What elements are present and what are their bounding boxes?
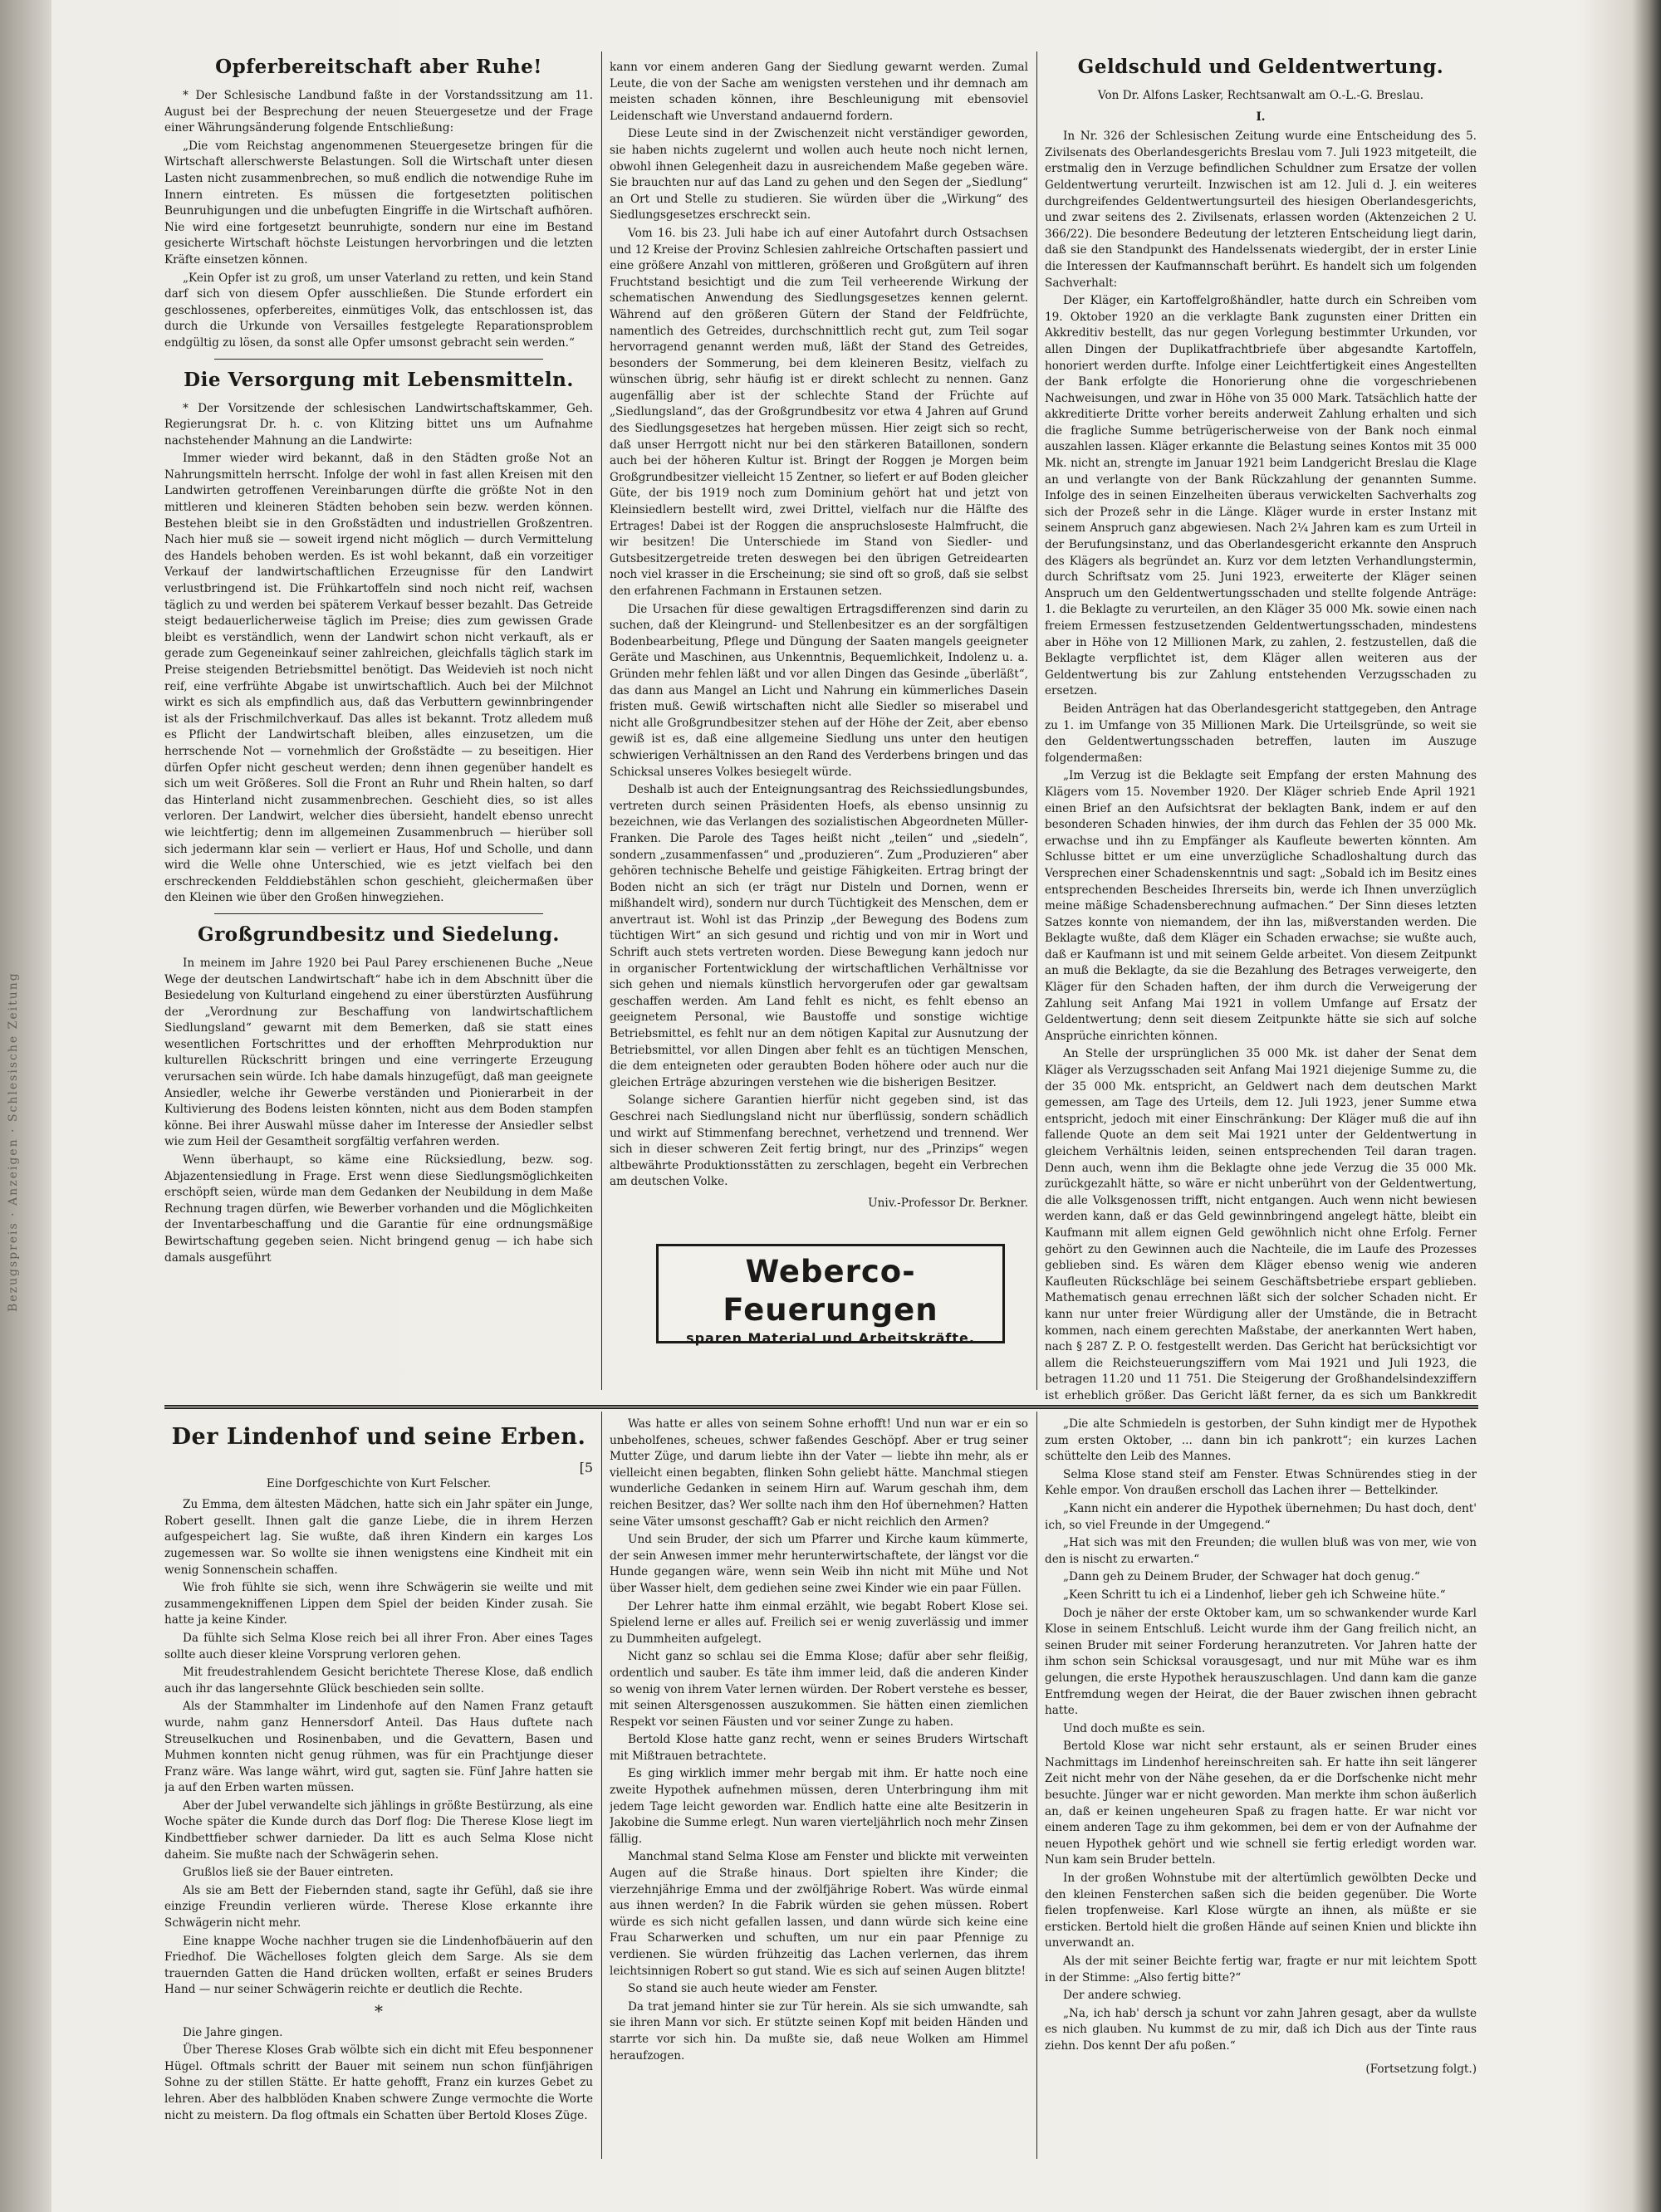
paragraph: „Kann nicht ein anderer die Hypothek übernehmen; Du hast doch, dent' ich, so viel Freunde in der Umgegend.“ bbox=[1045, 1501, 1477, 1532]
column-rule bbox=[1036, 1412, 1037, 2159]
paragraph: Der Kläger, ein Kartoffelgroßhändler, hatte durch ein Schreiben vom 19. Oktober 1920 an die verklagte Bank zugunsten einer Dritten ein Akkreditiv bestellt, das nur gegen Vorlegung bestimmter Urkunden, vor allen Dingen der Duplikatfrachtbriefe über abgesandte Kartoffeln, honoriert werden durfte. Infolge einer Leichtfertigkeit eines Angestellten der Bank erfolgte die Honorierung ohne die vorgeschriebenen Nachweisungen, und zwar in Höhe von 35 000 Mark. Tatsächlich hatte der akkreditierte Dritte vorher bereits anderweit Zahlung erhalten und sich die fragliche Summe betrügerischerweise von der Bank noch einmal auszahlen lassen. Kläger erkannte die Belastung seines Kontos mit 35 000 Mk. nicht an, strengte im Januar 1921 beim Landgericht Breslau die Klage an und verlangte von der Bank Rückzahlung der genannten Summe. Infolge des in seinen Einzelheiten überaus verwickelten Sachverhalts zog sich der Prozeß sehr in die Länge. Kläger wurde in erster Instanz mit seinem Anspruch ganz abgewiesen. Nach 2¼ Jahren kam es zum Urteil in der Berufungsinstanz, und das Oberlandesgericht erkannte den Anspruch des Klägers als begründet an. Kurz vor dem letzten Verhandlungstermin, durch Schriftsatz vom 25. Juni 1923, erweiterte der Kläger seinen Anspruch um den Geldentwertungsschaden und stellte folgende Anträge: 1. die Beklagte zu verurteilen, an den Kläger 35 000 Mk. sowie einen nach freiem Ermessen festzusetzenden Geldentwertungsschaden, mindestens aber in Höhe von 12 Millionen Mark, zu zahlen, 2. festzustellen, daß die Beklagte verpflichtet ist, dem Kläger allen weiteren aus der Geldentwertung bis zur Zahlung entstehenden Verzugsschaden zu ersetzen. bbox=[1045, 294, 1477, 698]
novel-column-2 bbox=[610, 1417, 1028, 2164]
paragraph: Eine knappe Woche nachher trugen sie die Lindenhofbäuerin auf den Friedhof. Die Wächelloses folgten gleich dem Sarge. Als sie dem trauernden Gatten die Hand drücken wollten, erfaßt er seines Bruders Hand — nur seiner Schwägerin reichte er deutlich die Rechte. bbox=[164, 1934, 593, 1997]
paragraph: „Kein Opfer ist zu groß, um unser Vaterland zu retten, und kein Stand darf sich von diesem Opfer ausschließen. Die Stunde erfordert ein geschlossenes, opferbereites, einmütiges Volk, das entschlossen ist, das durch die Urkunde von Versailles festgelegte Reparationsproblem endgültig zu lösen, da sonst alle Opfer umsonst gebracht sein werden.“ bbox=[164, 271, 593, 350]
paragraph: * Der Schlesische Landbund faßte in der Vorstandssitzung am 11. August bei der Besprechung der neuen Steuergesetze und der Frage einer Währungsänderung folgende Entschließung: bbox=[164, 89, 593, 135]
feuilleton-rule bbox=[164, 1405, 1478, 1409]
paragraph: Solange sichere Garantien hierfür nicht gegeben sind, ist das Geschrei nach Siedlungsland nicht nur überflüssig, sondern schädlich und wirkt auf Stimmenfang berechnet, verhetzend und trennend. Wer sich in dieser schweren Zeit fertig bringt, nur des „Prinzips“ wegen altbewährte Produktionsstätten zu zerschlagen, begeht ein Verbrechen am deutschen Volke. bbox=[610, 1094, 1028, 1189]
paragraph: Was hatte er alles von seinem Sohne erhofft! Und nun war er ein so unbeholfenes, scheues, schwer faßendes Geschöpf. Aber er trug seiner Mutter Züge, und darum liebte ihn der Vater — liebte ihn mehr, als er vielleicht einen begabten, flinken Sohn geliebt hätte. Manchmal stiegen wunderliche Gedanken in seinem Hirn auf. Warum geschah ihm, dem reichen Besitzer, das? Wer sollte nach ihm den Hof übernehmen? Hatten seine Väter umsonst geschafft? Gab er nicht reichlich den Armen? bbox=[610, 1417, 1028, 1529]
paragraph: Als der Stammhalter im Lindenhofe auf den Namen Franz getauft wurde, nahm ganz Hennersdorf Anteil. Das Haus duftete nach Streuselkuchen und Rosinenbaben, und die Gevattern, Basen und Muhmen konnten nicht genug rühmen, was für ein Prachtjunge dieser Franz wäre. Was lange währt, wird gut, sagten sie. Fünf Jahre hatten sie ja auf den Erben warten müssen. bbox=[164, 1700, 593, 1795]
paragraph: In der großen Wohnstube mit der altertümlich gewölbten Decke und den kleinen Fensterchen saßen sich die beiden gegenüber. Die Worte fielen tropfenweise. Karl Klose würgte an ihnen, als müßte er sie ersticken. Bertold hielt die großen Hände auf seinen Knien und blickte ihn unverwandt an. bbox=[1045, 1872, 1477, 1950]
column-rule bbox=[601, 1412, 602, 2159]
paragraph: Aber der Jubel verwandelte sich jählings in größte Bestürzung, als eine Woche später die Kunde durch das Dorf flog: Die Therese Klose liegt im Kindbettfieber schwer darnieder. Da litt es auch Selma Klose nicht daheim. Sie mußte nach der Schwägerin sehen. bbox=[164, 1798, 593, 1862]
paragraph: Immer wieder wird bekannt, daß in den Städten große Not an Nahrungsmitteln herrscht. Infolge der wohl in fast allen Kreisen mit den Landwirten getroffenen Vereinbarungen dürfte die größte Not in den mittleren und kleineren Städten behoben sein bezw. werden können. Bestehen bleibt sie in den Großstädten und industriellen Großzentren. Nach hier muß sie — soweit irgend nicht möglich — durch Vermittelung des Handels behoben werden. Es ist wohl bekannt, daß ein vorzeitiger Verkauf der landwirtschaftlichen Erzeugnisse für den Landwirt verlustbringend ist. Die Frühkartoffeln sind noch nicht reif, wachsen täglich zu und werden bei späterem Verkauf besser bezahlt. Das Getreide steigt bedauerlicherweise täglich im Preise; dies zum gewissen Grade bleibt es verständlich, wenn der Landwirt schon nicht verkauft, als er gerade zum Gegeneinkauf seiner zahlreichen, gleichfalls täglich stark im Preise steigenden Betriebsmittel benötigt. Das Weidevieh ist noch nicht reif, eine verfrühte Abgabe ist unwirtschaftlich. Auch bei der Milchnot wirkt es sich als empfindlich aus, daß das Verbuttern gewinnbringender ist als der Frischmilchverkauf. Das alles ist bekannt. Trotz alledem muß es Pflicht der Landwirtschaft bleiben, alles einzusetzen, um die herrschende Not — vornehmlich der Großstädte — zu beseitigen. Hier dürfen Opfer nicht gescheut werden; denn ihnen gegenüber handelt es sich um weit Größeres. Soll die Front an Ruhr und Rhein halten, so darf das Hinterland nicht zusammenbrechen. Geschieht dies, so ist alles verloren. Der Landwirt, welcher dies übersieht, handelt ebenso unrecht wie leichtfertig; denn im allgemeinen Zusammenbruch — hierüber soll sich jedermann klar sein — verliert er Haus, Hof und Scholle, und dann wird die Welle ohne Unterschied, wie es jetzt vielfach bei den erschreckenden Felddiebstählen schon geschieht, gleichermaßen über den Kleinen wie über den Großen hinwegziehen. bbox=[164, 452, 593, 905]
paragraph: Vom 16. bis 23. Juli habe ich auf einer Autofahrt durch Ostsachsen und 12 Kreise der Provinz Schlesien zahlreiche Ortschaften passiert und eine größere Anzahl von mittleren, größeren und Großgütern auf ihren Fruchtstand besichtigt und die zum Teil verheerende Wirkung der schematischen Anwendung des Siedlungsgesetzes kennen gelernt. Während auf den größeren Gütern der Stand der Feldfrüchte, namentlich des Getreides, durchschnittlich recht gut, zum Teil sogar hervorragend genannt werden muß, läßt der Stand des Getreides, besonders der Sommerung, bei dem kleineren Besitz, vielfach zu wünschen übrig, sehr häufig ist er direkt schlecht zu nennen. Ganz augenfällig aber ist der schlechte Stand der Früchte auf „Siedlungsland“, das der Großgrundbesitz vor etwa 4 Jahren auf Grund des Siedlungsgesetzes hat hergeben müssen. Hier zeigt sich so recht, daß unser Herrgott nicht nur bei den stärkeren Bataillonen, sondern auch bei der höheren Kultur ist. Bringt der Roggen je Morgen beim Großgrundbesitzer vielleicht 15 Zentner, so liefert er auf Boden gleicher Güte, der bis 1919 noch zum Dominium gehört hat und jetzt von Kleinsiedlern bestellt wird, zwei Drittel, vielfach nur die Hälfte des Ertrages! Dabei ist der Roggen die anspruchsloseste Halmfrucht, die wir besitzen! Die Unterschiede im Stand von Siedler- und Gutsbesitzergetreide treten deswegen bei den übrigen Getreidearten noch viel krasser in die Erscheinung; sie sind oft so groß, daß sie selbst den erfahrenen Fachmann in Erstaunen setzen. bbox=[610, 226, 1028, 598]
novel-subtitle: Eine Dorfgeschichte von Kurt Felscher. bbox=[266, 1476, 492, 1490]
paragraph: Beiden Anträgen hat das Oberlandesgericht stattgegeben, den Antrage zu 1. im Umfange von 35 Millionen Mark. Die Urteilsgründe, so weit sie den Geldentwertungsschaden betreffen, lauten im Auszuge folgendermaßen: bbox=[1045, 702, 1477, 765]
paragraph: In Nr. 326 der Schlesischen Zeitung wurde eine Entscheidung des 5. Zivilsenats des Oberlandesgerichts Breslau vom 7. Juli 1923 mitgeteilt, die erstmalig den in Verzuge befindlichen Schuldner zum Ersatze der vollen Geldentwertung verurteilt. Inzwischen ist am 12. Juli d. J. ein weiteres durchgreifendes Geldentwertungsurteil des hiesigen Oberlandesgerichts, und zwar seitens des 2. Zivilsenats, erlassen worden (Aktenzeichen 2 U. 366/22). Die besondere Bedeutung der letzteren Entscheidung liegt darin, daß sie den Standpunkt des Handelssenats wiedergibt, der in erster Linie die Interessen der Kaufmannschaft berührt. Es handelt sich um folgenden Sachverhalt: bbox=[1045, 130, 1477, 290]
paragraph: Mit freudestrahlendem Gesicht berichtete Therese Klose, daß endlich auch ihr das langersehnte Glück beschieden sein sollte. bbox=[164, 1666, 593, 1696]
paragraph: „Hat sich was mit den Freunden; die wullen bluß was von mer, wie von den is nischt zu erwarten.“ bbox=[1045, 1536, 1477, 1566]
paragraph: Es ging wirklich immer mehr bergab mit ihm. Er hatte noch eine zweite Hypothek aufnehmen müssen, deren Unterbringung ihm mit jedem Tage leicht geworden war. Endlich hatte eine alte Besitzerin in Jakobine die Summe erlegt. Nun waren vierteljährlich noch mehr Zinsen fällig. bbox=[610, 1767, 1028, 1846]
to-be-continued: (Fortsetzung folgt.) bbox=[1365, 2062, 1477, 2076]
paragraph: Zu Emma, dem ältesten Mädchen, hatte sich ein Jahr später ein Junge, Robert gesellt. Ihnen galt die ganze Liebe, die in ihrem Herzen aufgespeichert lag. Sie wußte, daß ihren Kindern ein karges Los zugemessen war. So wollte sie ihnen wenigstens eine Kindheit mit ein wenig Sonnenschein schaffen. bbox=[164, 1498, 593, 1577]
author-signature: Univ.-Professor Dr. Berkner. bbox=[868, 1196, 1028, 1210]
paragraph: „Die vom Reichstag angenommenen Steuergesetze bringen für die Wirtschaft allerschwerste Belastungen. Soll die Wirtschaft unter diesen Lasten nicht zusammenbrechen, so muß endlich die notwendige Ruhe im Innern eintreten. Es müssen die fortgesetzten politischen Beunruhigungen und die unbefugten Eingriffe in die Wirtschaft aufhören. Nie wird eine fortgesetzt beunruhigte, sondern nur eine im Bestand gesicherte Wirtschaft höchste Leistungen hervorbringen und die letzten Kräfte einsetzen können. bbox=[164, 139, 593, 267]
column-3 bbox=[1045, 48, 1477, 1402]
paragraph: Die Ursachen für diese gewaltigen Ertragsdifferenzen sind darin zu suchen, daß der Kleingrund- und Stellenbesitzer es an der sorgfältigen Bodenbearbeitung, Pflege und Düngung der Saaten mangels geeigneter Geräte und Maschinen, aus Unkenntnis, Bequemlichkeit, Indolenz u. a. Gründen mehr fehlen läßt und vor allen Dingen das Gesinde „überläßt“, das dann aus Mangel an Licht und Nahrung ein kümmerliches Dasein fristen muß. Gewiß wirtschaften nicht alle Siedler so miserabel und nicht alle Großgrundbesitzer stehen auf der Höhe der Zeit, aber ebenso gewiß ist es, daß eine allgemeine Siedlung uns unter den heutigen schwierigen Verhältnissen an den Rand des Verderbens bringen und das Schicksal unseres Volkes besiegelt würde. bbox=[610, 602, 1028, 779]
part-number: I. bbox=[1256, 110, 1266, 124]
paragraph: kann vor einem anderen Gang der Siedlung gewarnt werden. Zumal Leute, die von der Sache am wenigsten verstehen und ihr demnach am meisten schaden können, ihre Beschleunigung mit ebensoviel Leidenschaft wie Unverstand andauernd fordern. bbox=[610, 61, 1028, 123]
paragraph: Über Therese Kloses Grab wölbte sich ein dicht mit Efeu besponnener Hügel. Oftmals schritt der Bauer mit seinem nun schon fünfjährigen Sohne zu der stillen Stätte. Er hatte gehofft, Franz ein kurzes Gebet zu lehren. Aber des halbblöden Knaben schwere Zunge vermochte die Worte nicht zu meistern. Da flog oftmals ein Schatten über Bertold Kloses Züge. bbox=[164, 2043, 593, 2122]
column-rule bbox=[1036, 51, 1037, 1390]
paragraph: Deshalb ist auch der Enteignungsantrag des Reichssiedlungsbundes, vertreten durch seinen Präsidenten Hoefs, als ebenso unsinnig zu bezeichnen, wie das Verlangen des sozialistischen Abgeordneten Müller-Franken. Die Parole des Tages heißt nicht „teilen“ und „siedeln“, sondern „zusammenfassen“ und „produzieren“. Zum „Produzieren“ aber gehören technische Behelfe und geistige Fähigkeiten. Ertrag bringt der Boden nicht an sich (er trägt nur Disteln und Dornen, wenn er mißhandelt wird), sondern nur durch Tüchtigkeit des Menschen, dem er anvertraut ist. Wohl ist das Prinzip „der Bewegung des Bodens zum tüchtigen Wirt“ an sich gesund und richtig und von mir in Wort und Schrift auch stets vertreten worden. Diese Bewegung kann jedoch nur in organischer Fortentwicklung der wirtschaftlichen Verhältnisse vor sich gehen und niemals künstlich hervorgerufen oder gar gewaltsam geschaffen werden. Am Land fehlt es nicht, es fehlt ebenso an geeignetem Personal, wie Baustoffe und sonstige wichtige Betriebsmittel, es fehlt nur an dem nötigen Kapital zur Ausnutzung der Betriebsmittel, vor allen Dingen aber fehlt es an tüchtigen Menschen, die dem enteigneten oder geraubten Boden höhere oder auch nur die gleichen Erträge abzuringen verstehen wie die bisherigen Besitzer. bbox=[610, 783, 1028, 1089]
paragraph: Diese Leute sind in der Zwischenzeit nicht verständiger geworden, sie haben nichts zugelernt und wollen auch heute noch nicht lernen, obwohl ihnen Gelegenheit dazu in ausreichendem Maße gegeben wäre. Sie brauchten nur auf das Land zu gehen und den Segen der „Siedlung“ an Ort und Stelle zu studieren. Sie würden über die „Wirkung“ des Siedlungsgesetzes erschreckt sein. bbox=[610, 127, 1028, 223]
separator bbox=[214, 359, 543, 360]
paragraph: In meinem im Jahre 1920 bei Paul Parey erschienenen Buche „Neue Wege der deutschen Landwirtschaft“ habe ich in dem Abschnitt über die Besiedelung von Kulturland eingehend zu einer überstürzten Ausführung der „Verordnung zur Beschaffung von landwirtschaftlichem Siedlungsland“ gewarnt mit dem Bemerken, daß sie statt eines wesentlichen Fortschrittes und der erhofften Mehrproduktion nur kulturellen Rückschritt bringen und eine verringerte Erzeugung verursachen sein würde. Ich habe damals hinzugefügt, daß man geeignete Ansiedler, welche ihr Gewerbe verständen und Pionierarbeit in der Kultivierung des Bodens leisten könnten, nicht aus dem Boden stampfen könne. Bei ihrer Auswahl müsse daher im Interesse der Ansiedler selbst wie zum Heil der Gesamtheit sorgfältig verfahren werden. bbox=[164, 956, 593, 1149]
column-rule bbox=[601, 51, 602, 1390]
paragraph: Und doch mußte es sein. bbox=[1063, 1721, 1206, 1735]
paragraph: Und sein Bruder, der sich um Pfarrer und Kirche kaum kümmerte, der sein Anwesen immer mehr herunterwirtschaftete, der längst vor die Hunde gegangen wäre, wenn sein Weib ihn nicht mit Mühe und Not über Wasser hielt, dem gediehen seine zwei Kinder wie ein paar Füllen. bbox=[610, 1533, 1028, 1595]
paragraph: Bertold Klose hatte ganz recht, wenn er seines Bruders Wirtschaft mit Mißtrauen betrachtete. bbox=[610, 1733, 1028, 1763]
column-2 bbox=[610, 60, 1028, 1239]
paragraph: Selma Klose stand steif am Fenster. Etwas Schnürendes stieg in der Kehle empor. Von draußen erscholl das Lachen ihrer — Bettelkinder. bbox=[1045, 1467, 1477, 1498]
byline: Von Dr. Alfons Lasker, Rechtsanwalt am O.-L.-G. Breslau. bbox=[1097, 89, 1424, 102]
paragraph: Bertold Klose war nicht sehr erstaunt, als er seinen Bruder eines Nachmittags im Lindenhof hereinschreiten sah. Er hatte ihn seit längerer Zeit nicht mehr von der Nähe gesehen, da er die Dorfschenke nicht mehr besuchte. Jünger war er nicht geworden. Man merkte ihm schon äußerlich an, daß er keinen ungeheuren Spaß zu fragen hatte. Er war nicht vor einem anderen Tage zu ihm gekommen, bei dem er von der Aufnahme der neuen Hypothek gehört und wie schnell sie fertig erledigt worden war. Nun kam sein Bruder betteln. bbox=[1045, 1740, 1477, 1867]
novel-title: Der Lindenhof und seine Erben. bbox=[171, 1424, 586, 1450]
paragraph: Der Lehrer hatte ihm einmal erzählt, wie begabt Robert Klose sei. Spielend lerne er alles auf. Freilich sei er wenig zuverlässig und immer zu Dummheiten aufgelegt. bbox=[610, 1599, 1028, 1646]
paragraph: „Na, ich hab' dersch ja schunt vor zahn Jahren gesagt, aber da wullste es nich glauben. Nu kummst de zu mir, daß ich Dich aus der Tinte raus ziehn. Dos kennt Der afu poßen.“ bbox=[1045, 2006, 1477, 2053]
headline-geldschuld: Geldschuld und Geldentwertung. bbox=[1077, 56, 1444, 78]
installment-number: [5 bbox=[579, 1460, 593, 1475]
paragraph: Der andere schwieg. bbox=[1063, 1989, 1182, 2003]
advertisement-weberco bbox=[656, 1244, 1005, 1346]
column-1 bbox=[164, 48, 593, 1402]
paragraph: So stand sie auch heute wieder am Fenster. bbox=[628, 1982, 878, 1996]
headline-grossgrundbesitz: Großgrundbesitz und Siedelung. bbox=[198, 922, 560, 946]
binding-gutter bbox=[0, 0, 51, 2212]
paragraph: Als sie am Bett der Fiebernden stand, sagte ihr Gefühl, daß sie ihre einzige Freundin verlieren würde. Therese Klose erkannte ihre Schwägerin nicht mehr. bbox=[164, 1883, 593, 1931]
paragraph: „Keen Schritt tu ich ei a Lindenhof, lieber geh ich Schweine hüte.“ bbox=[1063, 1588, 1446, 1602]
novel-column-1 bbox=[164, 1417, 593, 2164]
paragraph: Manchmal stand Selma Klose am Fenster und blickte mit verweinten Augen auf die Straße hinaus. Dort spielten ihre Kinder; die vierzehnjährige Emma und der zwölfjährige Robert. Was würde einmal aus ihnen werden? In die Fabrik würden sie gehen müssen. Robert würde es sich nicht gefallen lassen, und dann würde sich keine eine Frau Scharwerken und schuften, um nur ein paar Pfennige zu verdienen. Sie würden frühzeitig das Lachen verlernen, das ihrem leichtsinnigen Robert so gut stand. Wie es sich auf seinen Augen blitzte! bbox=[610, 1850, 1028, 1978]
ad-subtitle: sparen Material und Arbeitskräfte. bbox=[686, 1330, 975, 1346]
paragraph: Da fühlte sich Selma Klose reich bei all ihrer Fron. Aber eines Tages sollte auch dieser kleine Vorsprung verloren gehen. bbox=[164, 1631, 593, 1661]
gutter-text: Bezugspreis · Anzeigen · Schlesische Zeitung bbox=[7, 971, 20, 1312]
paragraph: Grußlos ließ sie der Bauer eintreten. bbox=[183, 1866, 394, 1880]
paragraph: Doch je näher der erste Oktober kam, um so schwankender wurde Karl Klose in seinem Entschluß. Leicht wurde ihm der Gang freilich nicht, an seinen Bruder mit seiner Forderung heranzutreten. Vor Jahren hatte der ihm schon sein Schicksal vorausgesagt, und nur mit Mühe war es ihm gelungen, die erste Hypothek herauszuschlagen. Und dann kam die ganze Entfremdung wegen der Heirat, die der Bauer zwischen ihnen gebracht hatte. bbox=[1045, 1606, 1477, 1718]
paragraph: „Im Verzug ist die Beklagte seit Empfang der ersten Mahnung des Klägers vom 15. November 1920. Der Kläger schrieb Ende April 1921 einen Brief an den Aufsichtsrat der beklagten Bank, indem er auf den besonderen Schaden hinwies, der ihm durch das Fehlen der 35 000 Mk. erwachse und ihn zu Empfänger als Kaufleute bewerten könnten. Am Schlusse bittet er um eine unverzügliche Schadloshaltung durch das Versprechen einer Schadenskenntnis und sagt: „Sobald ich im Besitz eines entsprechenden Bescheides Ihrerseits bin, werde ich Ihnen unverzüglich meine mäßige Schadensberechnung aufmachen.“ Der Sinn dieses letzten Satzes konnte von niemandem, der ihn las, mißverstanden werden. Die Beklagte wußte, daß dem Kläger ein Schaden erwachse; sie wußte auch, daß er Kaufmann ist und mit seinem Gelde arbeitet. Von diesem Zeitpunkt an muß die Beklagte, da sie die Bezahlung des Betrages verweigerte, den Kläger für den Schaden haften, der ihm durch die Verweigerung der Zahlung seit Anfang Mai 1921 in vollem Umfange auf Ersatz der Geldentwertung; denn seit diesem Zeitpunkte hätte sie sich auf solche Ansprüche einrichten können. bbox=[1045, 769, 1477, 1043]
separator bbox=[214, 913, 543, 914]
headline-opferbereitschaft: Opferbereitschaft aber Ruhe! bbox=[215, 56, 542, 78]
novel-column-3 bbox=[1045, 1417, 1477, 2164]
paragraph: Wenn überhaupt, so käme eine Rücksiedlung, bezw. sog. Abjazentensiedlung in Frage. Erst wenn diese Siedlungsmöglichkeiten erschöpft seien, würde man dem Gedanken der Neubildung in dem Maße Rechnung tragen dürfen, wie Bewerber vorhanden und die Möglichkeiten der Inventarbeschaffung und die Garantie für eine ordnungsmäßige Bewirtschaftung gegeben seien. Nicht bringend genug — ich habe sich damals ausgeführt bbox=[164, 1153, 593, 1265]
paragraph: „Die alte Schmiedeln is gestorben, der Suhn kindigt mer de Hypothek zum ersten Oktober, ... dann bin ich pankrott“; ein kurzes Lachen schüttelte den Leib des Mannes. bbox=[1045, 1417, 1477, 1464]
paragraph: Nicht ganz so schlau sei die Emma Klose; dafür aber sehr fleißig, ordentlich und sauber. Es täte ihm immer leid, daß die anderen Kinder so wenig von ihrem Vater lernen würden. Der Robert verstehe es besser, mit seinen Altersgenossen auszukommen. Sie hätten einen ziemlichen Respekt vor seinen Fäusten und vor seiner Zunge zu haben. bbox=[610, 1650, 1028, 1729]
paragraph: „Dann geh zu Deinem Bruder, der Schwager hat doch genug.“ bbox=[1063, 1570, 1420, 1584]
paragraph: * Der Vorsitzende der schlesischen Landwirtschaftskammer, Geh. Regierungsrat Dr. h. c. von Klitzing bittet uns um Aufnahme nachstehender Mahnung an die Landwirte: bbox=[164, 401, 593, 448]
headline-versorgung: Die Versorgung mit Lebensmitteln. bbox=[184, 368, 574, 391]
paragraph: Wie froh fühlte sie sich, wenn ihre Schwägerin sie weilte und mit zusammengekniffenen Lippen dem Spiel der beiden Kinder zusah. Sie hatte ja keine Kinder. bbox=[164, 1581, 593, 1627]
paragraph: Die Jahre gingen. bbox=[183, 2025, 283, 2039]
paragraph: Als der mit seiner Beichte fertig war, fragte er nur mit leichtem Spott in der Stimme: „Also fertig bitte?“ bbox=[1045, 1955, 1477, 1984]
paragraph: Da trat jemand hinter sie zur Tür herein. Als sie sich umwandte, sah sie ihren Mann vor sich. Er stützte seinen Kopf mit beiden Händen und starrte vor sich hin. Da mußte sie, daß neue Wolken am Himmel heraufzogen. bbox=[610, 1999, 1028, 2063]
ad-title: Weberco-Feuerungen bbox=[723, 1254, 938, 1328]
section-break-star: * bbox=[375, 2001, 383, 2021]
paragraph: An Stelle der ursprünglichen 35 000 Mk. ist daher der Senat dem Kläger als Verzugsschaden seit Anfang Mai 1921 diejenige Summe zu, die der 35 000 Mk. entspricht, an Geldwert nach dem deutschen Markt gemessen, am Tage des Urteils, dem 12. Juli 1923, jener Summe etwa entspricht, jedoch mit einer Einschränkung: Der Kläger muß die auf ihn fallende Quote an dem seit Mai 1921 unter der Geldentwertung in gleichem Verhältnis leiden, seinen entsprechenden Teil daran tragen. Denn auch, wenn ihm die Beklagte ohne jede Verzug die 35 000 Mk. zurückgezahlt hätte, so wäre er nicht unberührt von der Geldentwertung, die alle Volksgenossen trifft, nicht entgangen. Auch wenn nicht bewiesen werden kann, daß er das Geld gewinnbringend angelegt hätte, bleibt ein Kaufmann mit allem eignen Geld gewöhnlich nicht ohne Erfolg. Ferner gehört zu den Gewinnen auch die Nachteile, die im Laufe des Prozesses geblieben sind. Es wären dem Kläger ebenso wenig wie anderen Kaufleuten Rückschläge bei seinem Geschäftsbetriebe erspart geblieben. Mathematisch genau errechnen läßt sich der solcher Schaden nicht. Er kann nur unter freier Würdigung aller der Umstände, die in Betracht kommen, nach einem gerechten Maßstabe, der anerkannten Wert haben, nach § 287 Z. P. O. festgestellt werden. Das Gericht hat berücksichtigt vor allem die Reichsteuerungsziffern vom Mai 1921 und Juli 1923, die betragen 11.20 und 11 751. Die Steigerung der Großhandelsindexziffern ist erheblich größer. Das Gericht läßt ferner, da es sich um Bankkredit bbox=[1045, 1047, 1477, 1402]
